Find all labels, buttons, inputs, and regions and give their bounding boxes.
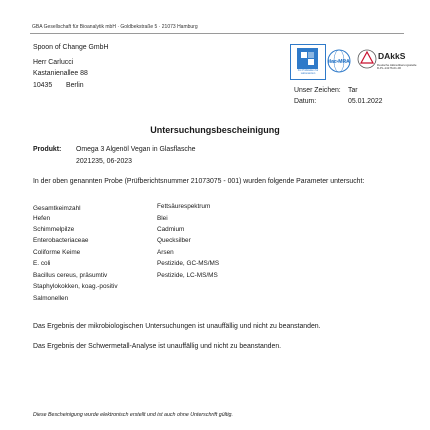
param-micro-item: Bacillus cereus, präsumtiv xyxy=(33,272,108,279)
param-micro-item: Salmonellen xyxy=(33,295,69,302)
result-microbiology: Das Ergebnis der mikrobiologischen Untersuchungen ist unauffällig und nicht zu beanstanden. xyxy=(33,323,321,330)
param-chem-item: Quecksilber xyxy=(157,237,191,244)
param-chem-item: Arsen xyxy=(157,249,174,256)
gba-mark-icon xyxy=(297,48,318,69)
date-label: Datum: xyxy=(294,98,317,105)
param-chem-item: Cadmium xyxy=(157,226,185,233)
intro-text: In der oben genannten Probe (Prüfberichtsnummer 21073075 - 001) wurden folgende Parameter untersucht: xyxy=(33,178,365,185)
date-value: 05.01.2022 xyxy=(348,98,383,105)
recipient-company: Spoon of Change GmbH xyxy=(33,44,109,51)
sender-line: GBA Gesellschaft für Bioanalytik mbH · Goldbekstraße 5 · 21073 Hamburg xyxy=(32,24,198,30)
param-micro-item: Coliforme Keime xyxy=(33,249,81,256)
param-micro-item: E. coli xyxy=(33,260,51,267)
recipient-city: Berlin xyxy=(66,82,84,89)
header-divider xyxy=(30,33,404,34)
param-micro-item: Hefen xyxy=(33,215,51,222)
param-chem-item: Pestizide, LC-MS/MS xyxy=(157,272,218,279)
param-micro-item: Staphylokokken, koag.-positiv xyxy=(33,283,118,290)
reference-value: Tar xyxy=(348,87,358,94)
gba-logo-caption: Für Prüfstellen für Laboratorien xyxy=(297,69,319,75)
recipient-postcode: 10435 xyxy=(33,82,53,89)
ilac-mra-logo xyxy=(327,49,351,73)
product-lot: 2021235, 06-2023 xyxy=(76,158,132,165)
param-chem-item: Blei xyxy=(157,215,168,222)
result-heavy-metals: Das Ergebnis der Schwermetall-Analyse ist unauffällig und nicht zu beanstanden. xyxy=(33,343,282,350)
ilac-globe-icon xyxy=(327,49,351,73)
param-micro-item: Gesamtkeimzahl xyxy=(33,205,81,212)
gba-accreditation-logo xyxy=(290,44,326,80)
dakks-logo-text: DAkkS xyxy=(378,51,406,61)
product-label: Produkt: xyxy=(33,146,62,153)
param-chem-item: Pestizide, GC-MS/MS xyxy=(157,260,220,267)
dakks-subtitle: Deutsche Akkreditierungsstelle D-PL-14176-01-00 xyxy=(377,63,417,71)
footer-note: Diese Bescheinigung wurde elektronisch erstellt und ist auch ohne Unterschrift gültig. xyxy=(33,412,233,418)
param-micro-item: Enterobacteriaceae xyxy=(33,237,89,244)
param-chem-item: Fettsäurespektrum xyxy=(157,203,211,210)
document-title: Untersuchungsbescheinigung xyxy=(150,125,280,135)
param-micro-item: Schimmelpilze xyxy=(33,226,75,233)
product-name: Omega 3 Algenöl Vegan in Glasflasche xyxy=(76,146,196,153)
recipient-street: Kastanienallee 88 xyxy=(33,70,88,77)
recipient-person: Herr Carlucci xyxy=(33,59,74,66)
reference-label: Unser Zeichen: xyxy=(294,87,341,94)
ilac-logo-text: ilac-MRA xyxy=(328,58,350,65)
